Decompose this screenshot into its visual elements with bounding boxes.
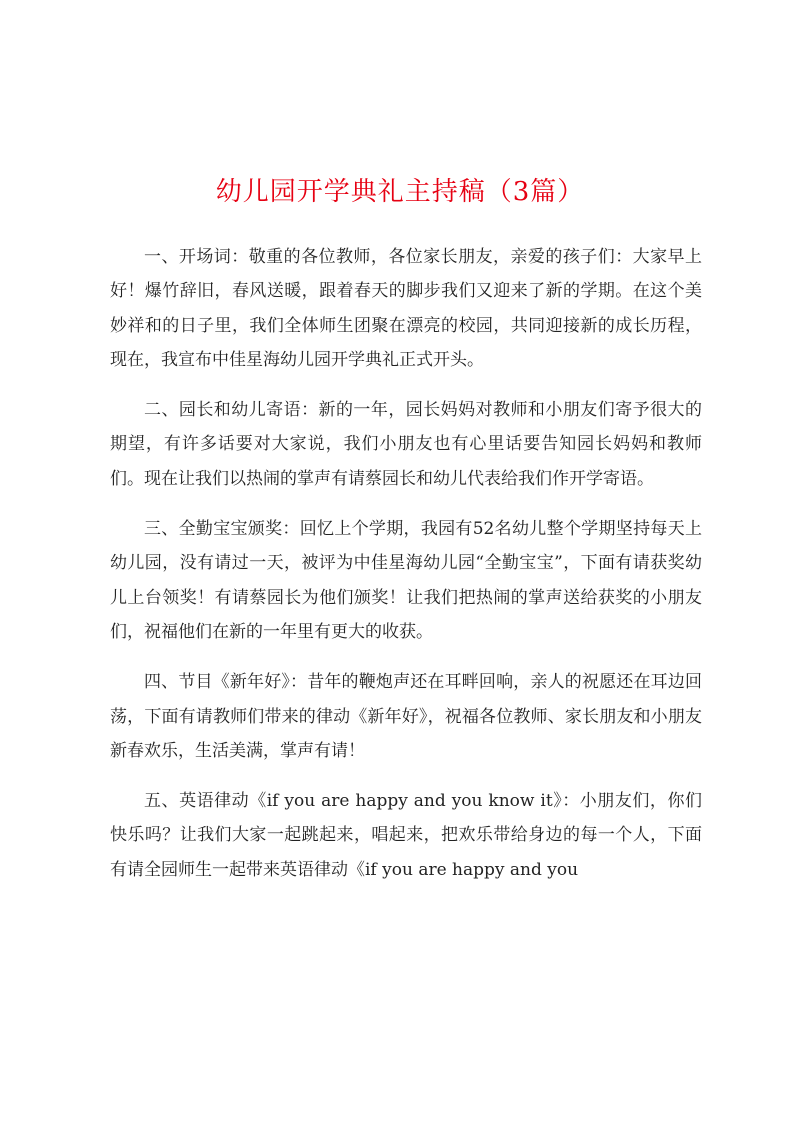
- document-body: [110, 240, 702, 903]
- document-title: 幼儿园开学典礼主持稿（3篇）: [215, 177, 585, 207]
- paragraph-english-rhythm: 五、英语律动《if you are happy and you know it》：小朋友们，你们快乐吗？让我们大家一起跳起来，唱起来，把欢乐带给身边的每一个人，下面有请全园师生一起带来英语律动《if you are happy and you: [110, 791, 702, 880]
- paragraph-attendance-award: 三、全勤宝宝颁奖：回忆上个学期，我园有52名幼儿整个学期坚持每天上幼儿园，没有请过一天，被评为中佳星海幼儿园“全勤宝宝”，下面有请获奖幼儿上台领奖！有请蔡园长为他们颁奖！让我们把热闹的掌声送给获奖的小朋友们，祝福他们在新的一年里有更大的收获。: [110, 519, 702, 642]
- paragraph-new-year-program: 四、节目《新年好》：昔年的鞭炮声还在耳畔回响，亲人的祝愿还在耳边回荡，下面有请教师们带来的律动《新年好》，祝福各位教师、家长朋友和小朋友新春欢乐，生活美满，掌声有请！: [110, 672, 702, 761]
- paragraph-director-message: 二、园长和幼儿寄语：新的一年，园长妈妈对教师和小朋友们寄予很大的期望，有许多话要对大家说，我们小朋友也有心里话要告知园长妈妈和教师们。现在让我们以热闹的掌声有请蔡园长和幼儿代表给我们作开学寄语。: [110, 400, 702, 489]
- paragraph-opening: 一、开场词：敬重的各位教师，各位家长朋友，亲爱的孩子们：大家早上好！爆竹辞旧，春风送暖，跟着春天的脚步我们又迎来了新的学期。在这个美妙祥和的日子里，我们全体师生团聚在漂亮的校园，共同迎接新的成长历程，现在，我宣布中佳星海幼儿园开学典礼正式开头。: [110, 247, 702, 370]
